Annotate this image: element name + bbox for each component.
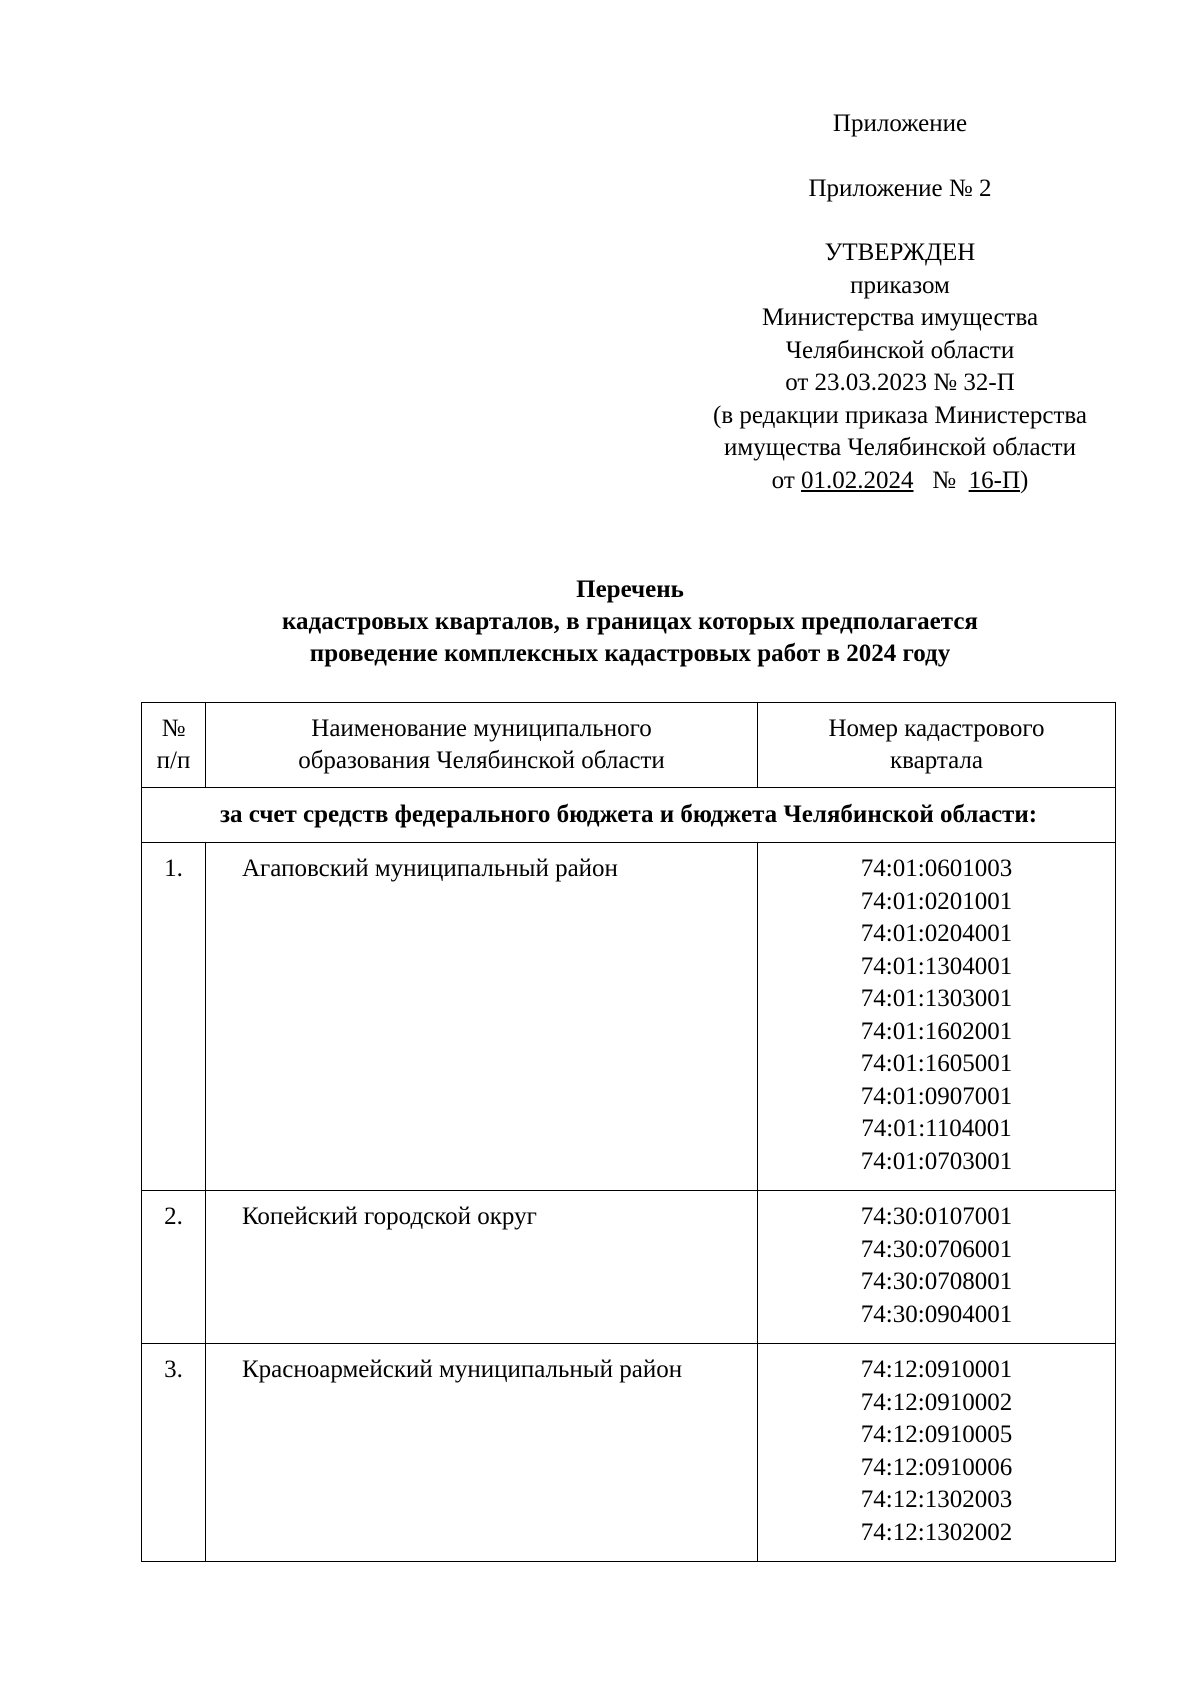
cadastral-code: 74:12:0910001 — [860, 1356, 1013, 1383]
table-row — [142, 1191, 1116, 1344]
edition-line-2: имущества Челябинской области — [724, 434, 1076, 461]
cadastral-codes — [758, 1344, 1116, 1562]
cadastral-code: 74:12:1302003 — [860, 1486, 1013, 1513]
municipality-name: Красноармейский муниципальный район — [206, 1344, 758, 1562]
table-row — [142, 1344, 1116, 1562]
edition-line-1: (в редакции приказа Министерства — [713, 401, 1087, 429]
cadastral-codes — [758, 843, 1116, 1191]
cadastral-codes — [758, 1191, 1116, 1344]
cadastral-code: 74:01:1602001 — [860, 1017, 1013, 1045]
cadastral-code: 74:30:0708001 — [860, 1268, 1013, 1295]
approval-block — [650, 108, 1150, 497]
edition-date: 01.02.2024 — [801, 466, 914, 494]
cadastral-code: 74:12:0910002 — [860, 1388, 1013, 1416]
cadastral-code: 74:12:0910005 — [860, 1421, 1013, 1448]
approval-order: приказом — [850, 271, 950, 299]
header-num: № п/п — [142, 703, 206, 788]
cadastral-code: 74:01:1304001 — [860, 952, 1013, 980]
edition-line-3: от 01.02.2024 № 16-П) — [771, 466, 1029, 494]
row-number: 3. — [142, 1344, 206, 1562]
edition-number: 16-П — [968, 466, 1021, 494]
approval-region: Челябинской области — [785, 336, 1015, 364]
municipality-name: Агаповский муниципальный район — [206, 843, 758, 1191]
cadastral-code: 74:30:0706001 — [860, 1235, 1013, 1263]
document-title — [130, 574, 1130, 670]
approval-ministry: Министерства имущества — [761, 304, 1039, 331]
cadastral-code: 74:01:0703001 — [860, 1147, 1013, 1175]
cadastral-code: 74:01:0601003 — [860, 855, 1013, 882]
cadastral-code: 74:01:0907001 — [860, 1082, 1013, 1110]
title-line-1: Перечень — [576, 576, 684, 603]
table-row — [142, 843, 1116, 1191]
row-number: 1. — [142, 843, 206, 1191]
appendix-label: Приложение — [832, 110, 968, 137]
cadastral-code: 74:01:1104001 — [861, 1115, 1012, 1142]
row-number: 2. — [142, 1191, 206, 1344]
header-code: Номер кадастрового квартала — [758, 703, 1116, 788]
cadastral-code: 74:01:0204001 — [860, 920, 1013, 947]
cadastral-code: 74:01:1605001 — [860, 1050, 1013, 1077]
appendix-number: Приложение № 2 — [808, 174, 992, 202]
municipality-name: Копейский городской округ — [206, 1191, 758, 1344]
cadastral-code: 74:01:1303001 — [860, 985, 1013, 1012]
section-row — [142, 788, 1116, 843]
cadastral-code: 74:30:0904001 — [860, 1300, 1013, 1328]
table-header-row — [142, 703, 1116, 788]
title-line-3: проведение комплексных кадастровых работ в 2024 году — [309, 640, 951, 667]
cadastral-code: 74:12:1302002 — [860, 1518, 1013, 1546]
approved-label: УТВЕРЖДЕН — [824, 239, 976, 266]
section-label: за счет средств федерального бюджета и бюджета Челябинской области: — [142, 788, 1116, 843]
header-name: Наименование муниципального образования Челябинской области — [206, 703, 758, 788]
cadastral-code: 74:12:0910006 — [860, 1453, 1013, 1481]
cadastral-table — [141, 702, 1116, 1562]
cadastral-code: 74:30:0107001 — [860, 1203, 1013, 1230]
approval-date: от 23.03.2023 № 32-П — [785, 369, 1015, 396]
cadastral-code: 74:01:0201001 — [860, 887, 1013, 915]
title-line-2: кадастровых кварталов, в границах которых предполагается — [282, 608, 978, 635]
